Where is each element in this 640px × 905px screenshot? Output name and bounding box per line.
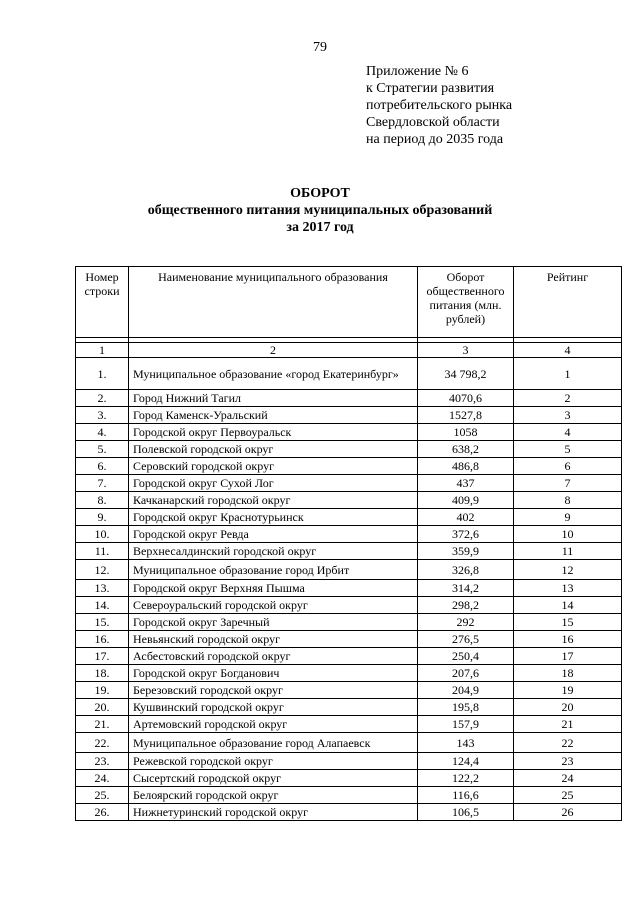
rating-cell: 9: [514, 509, 622, 526]
name-cell: Город Нижний Тагил: [129, 390, 418, 407]
rating-cell: 6: [514, 458, 622, 475]
name-cell: Городской округ Верхняя Пышма: [129, 580, 418, 597]
table-row: [76, 614, 622, 631]
rating-cell: 12: [514, 560, 622, 580]
name-cell: Невьянский городской округ: [129, 631, 418, 648]
appendix-line: Приложение № 6: [366, 64, 469, 79]
turnover-cell: 195,8: [418, 699, 514, 716]
row-number-cell: 22.: [76, 733, 129, 753]
table-row: [76, 580, 622, 597]
rating-cell: 2: [514, 390, 622, 407]
turnover-cell: 157,9: [418, 716, 514, 733]
turnover-cell: 143: [418, 733, 514, 753]
table-row: [76, 665, 622, 682]
turnover-cell: 207,6: [418, 665, 514, 682]
table-row: [76, 526, 622, 543]
rating-cell: 23: [514, 753, 622, 770]
name-cell: Кушвинский городской округ: [129, 699, 418, 716]
table-row: [76, 770, 622, 787]
turnover-cell: 34 798,2: [418, 358, 514, 390]
table-row: [76, 390, 622, 407]
turnover-cell: 4070,6: [418, 390, 514, 407]
turnover-cell: 1527,8: [418, 407, 514, 424]
turnover-cell: 359,9: [418, 543, 514, 560]
row-number-cell: 17.: [76, 648, 129, 665]
table-row: [76, 648, 622, 665]
rating-cell: 11: [514, 543, 622, 560]
row-number-cell: 5.: [76, 441, 129, 458]
rating-cell: 5: [514, 441, 622, 458]
title-line: за 2017 год: [286, 220, 354, 235]
row-number-cell: 9.: [76, 509, 129, 526]
rating-cell: 7: [514, 475, 622, 492]
turnover-cell: 402: [418, 509, 514, 526]
rating-cell: 24: [514, 770, 622, 787]
row-number-cell: 1.: [76, 358, 129, 390]
name-cell: Городской округ Заречный: [129, 614, 418, 631]
rating-cell: 22: [514, 733, 622, 753]
row-number-cell: 21.: [76, 716, 129, 733]
turnover-cell: 314,2: [418, 580, 514, 597]
name-cell: Качканарский городской округ: [129, 492, 418, 509]
column-numbers-row: [76, 343, 622, 358]
table-row: [76, 804, 622, 821]
table-row: [76, 358, 622, 390]
rating-cell: 15: [514, 614, 622, 631]
turnover-cell: 250,4: [418, 648, 514, 665]
name-cell: Сысертский городской округ: [129, 770, 418, 787]
rating-cell: 18: [514, 665, 622, 682]
row-number-cell: 23.: [76, 753, 129, 770]
header-rating: Рейтинг: [514, 267, 622, 338]
appendix-line: к Стратегии развития: [366, 81, 495, 96]
table-row: [76, 492, 622, 509]
rating-cell: 26: [514, 804, 622, 821]
page-number: 79: [313, 40, 327, 55]
rating-cell: 14: [514, 597, 622, 614]
turnover-cell: 638,2: [418, 441, 514, 458]
name-cell: Муниципальное образование город Алапаевск: [129, 733, 418, 753]
rating-cell: 13: [514, 580, 622, 597]
table-row: [76, 458, 622, 475]
row-number-cell: 7.: [76, 475, 129, 492]
column-number: 4: [514, 343, 622, 358]
header-row-number: Номер строки: [76, 267, 129, 338]
turnover-cell: 204,9: [418, 682, 514, 699]
row-number-cell: 16.: [76, 631, 129, 648]
rating-cell: 21: [514, 716, 622, 733]
header-name: Наименование муниципального образования: [129, 267, 418, 338]
table-row: [76, 699, 622, 716]
row-number-cell: 19.: [76, 682, 129, 699]
table-row: [76, 597, 622, 614]
table-row: [76, 787, 622, 804]
rating-cell: 10: [514, 526, 622, 543]
row-number-cell: 8.: [76, 492, 129, 509]
turnover-cell: 122,2: [418, 770, 514, 787]
name-cell: Полевской городской округ: [129, 441, 418, 458]
turnover-cell: 116,6: [418, 787, 514, 804]
rating-cell: 20: [514, 699, 622, 716]
turnover-cell: 292: [418, 614, 514, 631]
rating-cell: 1: [514, 358, 622, 390]
name-cell: Верхнесалдинский городской округ: [129, 543, 418, 560]
name-cell: Североуральский городской округ: [129, 597, 418, 614]
table-header-row: [76, 267, 622, 338]
turnover-cell: 276,5: [418, 631, 514, 648]
name-cell: Артемовский городской округ: [129, 716, 418, 733]
rating-cell: 4: [514, 424, 622, 441]
table-row: [76, 543, 622, 560]
column-number: 3: [418, 343, 514, 358]
name-cell: Серовский городской округ: [129, 458, 418, 475]
name-cell: Городской округ Первоуральск: [129, 424, 418, 441]
rating-cell: 3: [514, 407, 622, 424]
turnover-cell: 106,5: [418, 804, 514, 821]
appendix-note: [366, 63, 512, 148]
row-number-cell: 20.: [76, 699, 129, 716]
table-row: [76, 475, 622, 492]
name-cell: Городской округ Краснотурьинск: [129, 509, 418, 526]
name-cell: Город Каменск-Уральский: [129, 407, 418, 424]
name-cell: Березовский городской округ: [129, 682, 418, 699]
header-turnover: Оборот общественного питания (млн. рублей): [418, 267, 514, 338]
row-number-cell: 6.: [76, 458, 129, 475]
appendix-line: на период до 2035 года: [366, 132, 504, 147]
name-cell: Муниципальное образование «город Екатеринбург»: [129, 358, 418, 390]
title-line: общественного питания муниципальных образований: [147, 203, 493, 218]
name-cell: Городской округ Сухой Лог: [129, 475, 418, 492]
row-number-cell: 2.: [76, 390, 129, 407]
turnover-cell: 372,6: [418, 526, 514, 543]
row-number-cell: 26.: [76, 804, 129, 821]
row-number-cell: 25.: [76, 787, 129, 804]
row-number-cell: 12.: [76, 560, 129, 580]
name-cell: Белоярский городской округ: [129, 787, 418, 804]
table-row: [76, 631, 622, 648]
table-row: [76, 682, 622, 699]
turnover-cell: 298,2: [418, 597, 514, 614]
name-cell: Нижнетуринский городской округ: [129, 804, 418, 821]
name-cell: Городской округ Богданович: [129, 665, 418, 682]
table-row: [76, 407, 622, 424]
row-number-cell: 10.: [76, 526, 129, 543]
rating-cell: 16: [514, 631, 622, 648]
document-title: [0, 185, 640, 236]
rating-cell: 8: [514, 492, 622, 509]
table-row: [76, 753, 622, 770]
column-number: 2: [129, 343, 418, 358]
row-number-cell: 4.: [76, 424, 129, 441]
rating-cell: 25: [514, 787, 622, 804]
row-number-cell: 18.: [76, 665, 129, 682]
table-row: [76, 733, 622, 753]
turnover-cell: 437: [418, 475, 514, 492]
appendix-line: Свердловской области: [366, 115, 500, 130]
rating-cell: 17: [514, 648, 622, 665]
row-number-cell: 15.: [76, 614, 129, 631]
row-number-cell: 11.: [76, 543, 129, 560]
turnover-cell: 409,9: [418, 492, 514, 509]
table-row: [76, 441, 622, 458]
table-row: [76, 509, 622, 526]
turnover-cell: 1058: [418, 424, 514, 441]
turnover-cell: 326,8: [418, 560, 514, 580]
table-row: [76, 716, 622, 733]
turnover-cell: 486,8: [418, 458, 514, 475]
name-cell: Городской округ Ревда: [129, 526, 418, 543]
name-cell: Муниципальное образование город Ирбит: [129, 560, 418, 580]
row-number-cell: 14.: [76, 597, 129, 614]
row-number-cell: 13.: [76, 580, 129, 597]
row-number-cell: 24.: [76, 770, 129, 787]
rating-cell: 19: [514, 682, 622, 699]
name-cell: Режевской городской округ: [129, 753, 418, 770]
title-line: ОБОРОТ: [290, 186, 350, 201]
table-row: [76, 560, 622, 580]
appendix-line: потребительского рынка: [366, 98, 513, 113]
column-number: 1: [76, 343, 129, 358]
name-cell: Асбестовский городской округ: [129, 648, 418, 665]
turnover-cell: 124,4: [418, 753, 514, 770]
row-number-cell: 3.: [76, 407, 129, 424]
turnover-table: [75, 266, 622, 821]
table-row: [76, 424, 622, 441]
